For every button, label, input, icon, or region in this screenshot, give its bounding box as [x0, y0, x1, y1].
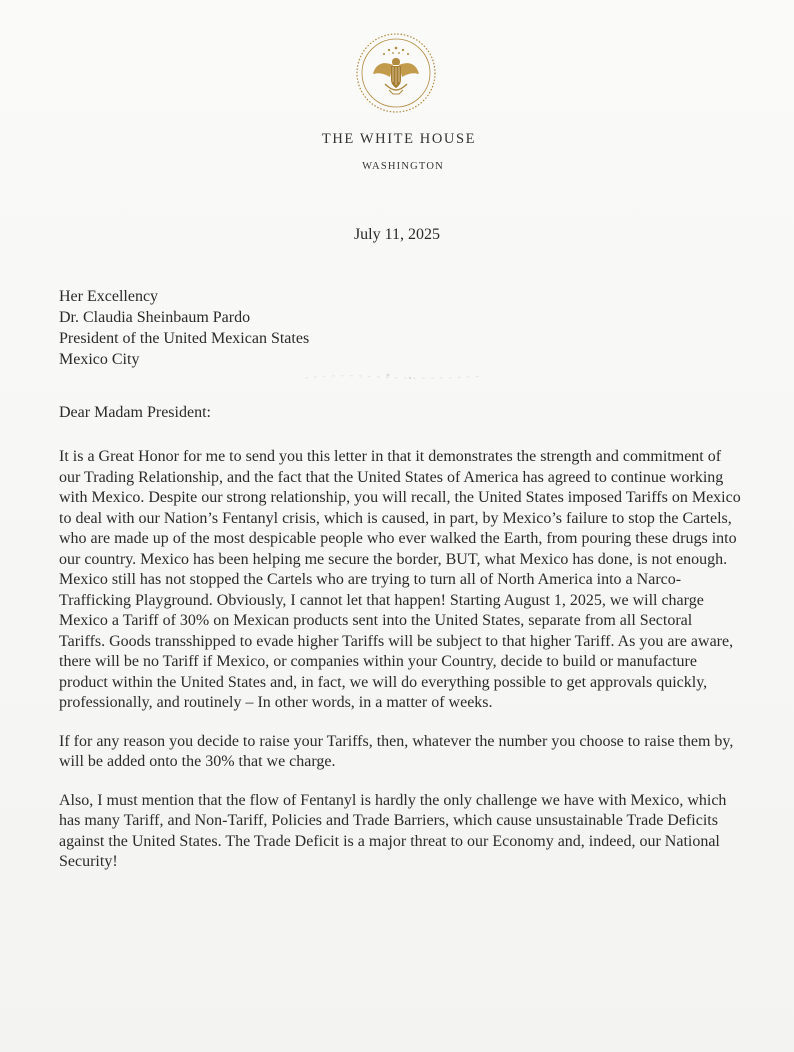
recipient-address: [59, 286, 309, 370]
letter-date: July 11, 2025: [353, 226, 441, 243]
salutation: Dear Madam President:: [59, 404, 211, 421]
body-paragraph: If for any reason you decide to raise your Tariffs, then, whatever the number you choose to raise them by, will be added onto the 30% that we charge.: [59, 732, 734, 770]
paper-smudge: [300, 368, 490, 384]
body-paragraph: It is a Great Honor for me to send you this letter in that it demonstrates the strength and commitment of our Trading Relationship, and the fact that the United States of America has agreed to continue working with Mexico. Despite our strong relationship, you will recall, the United States imposed Tariffs on Mexico to deal with our Nation’s Fentanyl crisis, which is caused, in part, by Mexico’s failure to stop the Cartels, who are made up of the most despicable people who ever walked the Earth, from pouring these drugs into our country. Mexico has been helping me secure the border, BUT, what Mexico has done, is not enough. Mexico still has not stopped the Cartels who are trying to turn all of North America into a Narco-Trafficking Playground. Obviously, I cannot let that happen! Starting August 1, 2025, we will charge Mexico a Tariff of 30% on Mexican products sent into the United States, separate from all Sectoral Tariffs. Goods transshipped to evade higher Tariffs will be subject to that higher Tariff. As you are aware, there will be no Tariff if Mexico, or companies within your Country, decide to build or manufacture product within the United States and, in fact, we will do everything possible to get approvals quickly, professionally, and routinely – In other words, in a matter of weeks.: [59, 448, 741, 711]
recipient-line: Her Excellency: [59, 288, 159, 305]
letter-body: [59, 447, 741, 891]
body-paragraph: Also, I must mention that the flow of Fentanyl is hardly the only challenge we have with Mexico, which has many Tariff, and Non-Tariff, Policies and Trade Barriers, which cause unsustainable Trade Deficits against the United States. The Trade Deficit is a major threat to our Economy and, indeed, our National Security!: [59, 791, 727, 870]
letterhead-title: THE WHITE HOUSE: [321, 131, 477, 147]
letterhead-city: WASHINGTON: [362, 161, 444, 172]
recipient-line: Dr. Claudia Sheinbaum Pardo: [59, 309, 251, 326]
recipient-line: Mexico City: [59, 351, 140, 368]
presidential-seal-icon: [355, 32, 437, 114]
recipient-line: President of the United Mexican States: [59, 330, 310, 347]
